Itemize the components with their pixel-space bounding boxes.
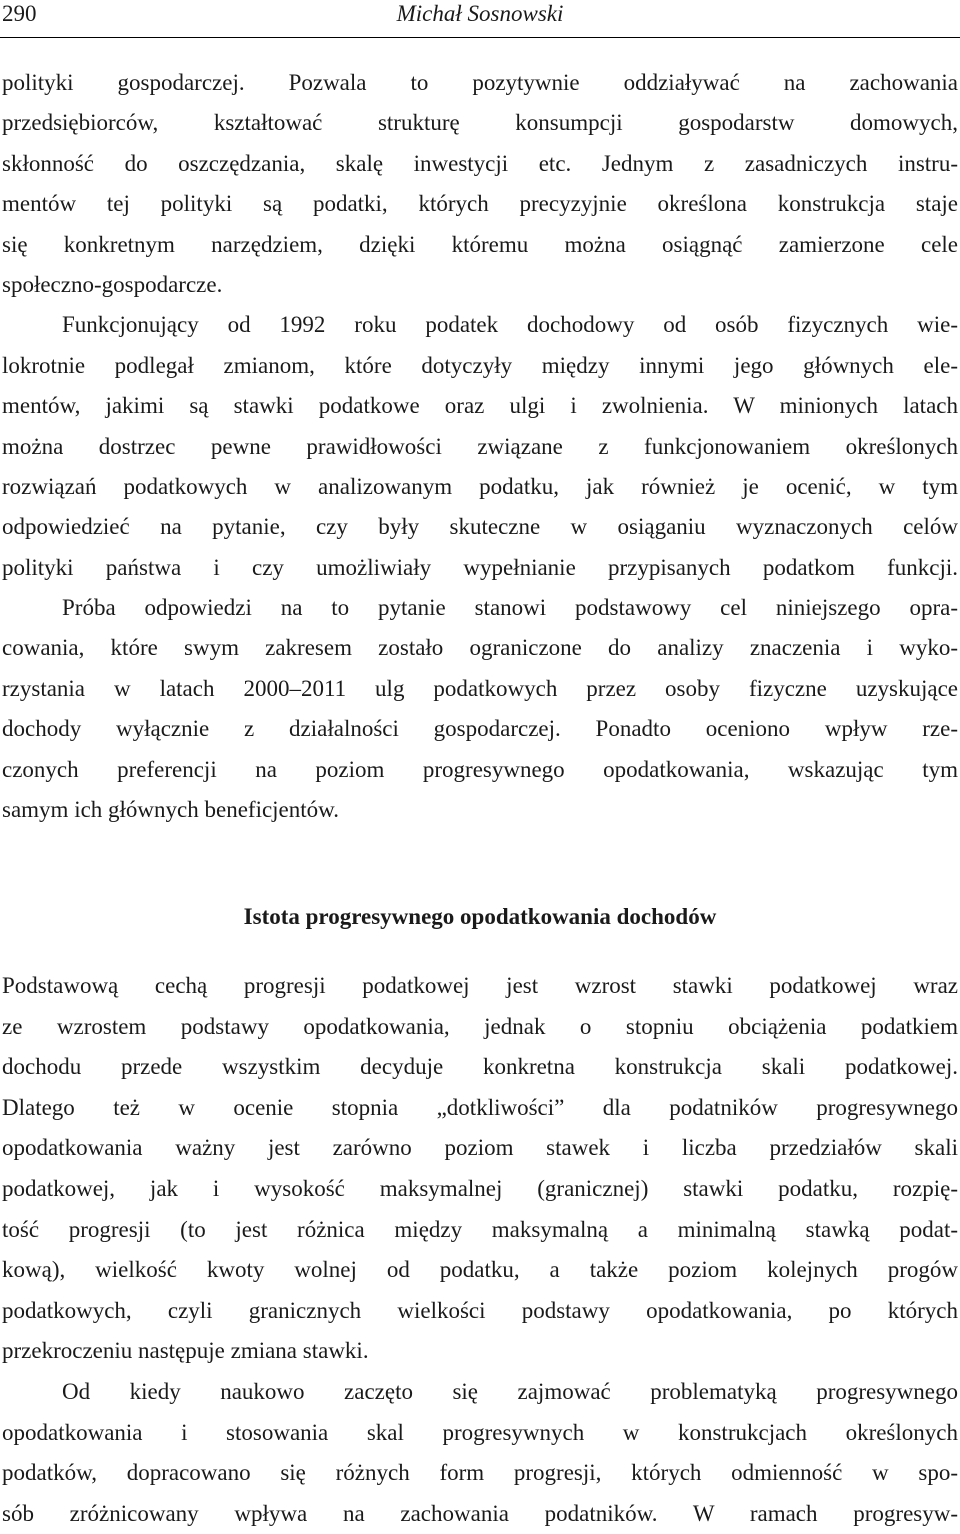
running-head-author: Michał Sosnowski: [396, 1, 564, 26]
text-line: przedsiębiorców, kształtować strukturę konsumpcji gospodarstw domowych,: [2, 110, 958, 136]
body-text-section: [2, 966, 958, 1534]
header-rule: [0, 37, 960, 38]
text-line: sób zróżnicowany wpływa na zachowania podatników. W ramach progresyw-: [2, 1500, 958, 1526]
text-line: Funkcjonujący od 1992 roku podatek dochodowy od osób fizycznych wie-: [62, 312, 958, 338]
text-line: społeczno-gospodarcze.: [2, 271, 223, 297]
text-line: polityki gospodarczej. Pozwala to pozytywnie oddziaływać na zachowania: [2, 70, 958, 95]
text-line: można dostrzec pewne prawidłowości związane z funkcjonowaniem określonych: [2, 433, 958, 459]
text-line: dochodu przede wszystkim decyduje konkretna konstrukcja skali podatkowej.: [2, 1054, 958, 1080]
body-text-intro: [2, 63, 958, 830]
text-line: Próba odpowiedzi na to pytanie stanowi podstawowy cel niniejszego opra-: [62, 595, 958, 621]
section-heading: Istota progresywnego opodatkowania dochodów: [243, 904, 717, 929]
text-line: Podstawową cechą progresji podatkowej jest wzrost stawki podatkowej wraz: [2, 973, 958, 998]
running-header: [0, 0, 960, 28]
text-line: opodatkowania ważny jest zarówno poziom stawek i liczba przedziałów skali: [2, 1135, 958, 1161]
text-line: rozwiązań podatkowych w analizowanym podatku, jak również je ocenić, w tym: [2, 473, 958, 499]
text-line: odpowiedzieć na pytanie, czy były skuteczne w osiąganiu wyznaczonych celów: [2, 514, 958, 540]
text-line: mentów tej polityki są podatki, których precyzyjnie określona konstrukcja staje: [2, 191, 958, 217]
text-line: tość progresji (to jest różnica między maksymalną a minimalną stawką podat-: [2, 1216, 958, 1242]
text-line: podatkowej, jak i wysokość maksymalnej (granicznej) stawki podatku, rozpię-: [2, 1175, 958, 1201]
text-line: Dlatego też w ocenie stopnia „dotkliwości” dla podatników progresywnego: [2, 1094, 958, 1120]
text-line: czonych preferencji na poziom progresywnego opodatkowania, wskazując tym: [2, 756, 958, 782]
text-line: mentów, jakimi są stawki podatkowe oraz ulgi i zwolnienia. W minionych latach: [2, 393, 958, 419]
text-line: dochody wyłącznie z działalności gospodarczej. Ponadto oceniono wpływ rze-: [2, 716, 958, 742]
text-line: rzystania w latach 2000–2011 ulg podatkowych przez osoby fizyczne uzyskujące: [2, 675, 958, 701]
text-line: podatków, dopracowano się różnych form progresji, których odmienność w spo-: [2, 1460, 958, 1486]
text-line: polityki państwa i czy umożliwiały wypełnianie przypisanych podatkom funkcji.: [2, 554, 958, 580]
text-line: podatkowych, czyli granicznych wielkości podstawy opodatkowania, po których: [2, 1297, 958, 1323]
text-line: kową), wielkość kwoty wolnej od podatku, a także poziom kolejnych progów: [2, 1257, 958, 1283]
page-number: 290: [2, 1, 37, 26]
text-line: się konkretnym narzędziem, dzięki któremu można osiągnąć zamierzone cele: [2, 231, 958, 257]
text-line: skłonność do oszczędzania, skalę inwestycji etc. Jednym z zasadniczych instru-: [2, 150, 958, 176]
text-line: cowania, które swym zakresem zostało ograniczone do analizy znaczenia i wyko-: [2, 635, 958, 661]
text-line: Od kiedy naukowo zaczęto się zajmować problematyką progresywnego: [62, 1378, 958, 1404]
text-line: samym ich głównych beneficjentów.: [2, 797, 340, 823]
text-line: przekroczeniu następuje zmiana stawki.: [2, 1338, 369, 1364]
text-line: opodatkowania i stosowania skal progresywnych w konstrukcjach określonych: [2, 1419, 958, 1445]
text-line: ze wzrostem podstawy opodatkowania, jednak o stopniu obciążenia podatkiem: [2, 1013, 958, 1039]
text-line: lokrotnie podlegał zmianom, które dotyczyły między innymi jego głównych ele-: [2, 352, 958, 378]
